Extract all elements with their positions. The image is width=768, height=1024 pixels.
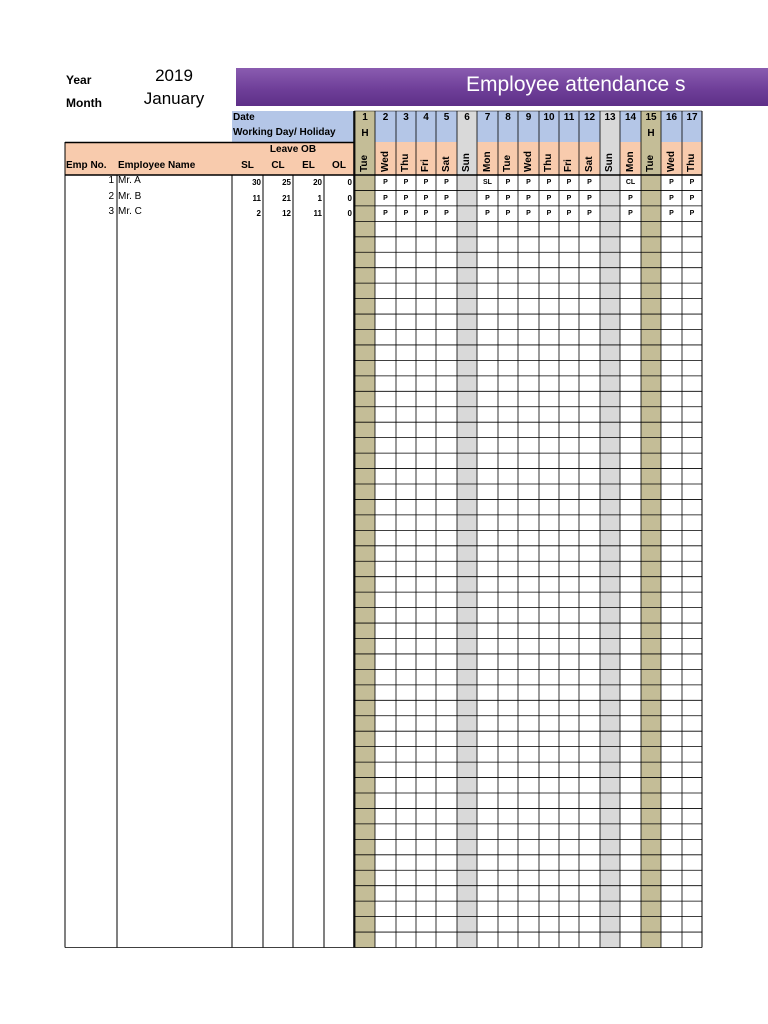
leave-col-cl: CL (271, 161, 285, 171)
attendance-mark[interactable]: P (628, 210, 633, 217)
date-number: 2 (382, 113, 389, 123)
attendance-mark[interactable]: P (444, 179, 449, 186)
attendance-mark[interactable]: P (423, 194, 429, 202)
attendance-mark[interactable]: P (403, 194, 409, 202)
date-number: 1 (362, 113, 368, 123)
attendance-mark[interactable]: P (669, 179, 674, 186)
weekday-label: Thu (543, 153, 554, 172)
attendance-mark[interactable]: P (423, 179, 429, 186)
year-label: Year (66, 73, 92, 87)
date-number: 7 (484, 113, 491, 123)
attendance-mark[interactable]: CL (625, 179, 636, 186)
leave-el-value[interactable]: 1 (317, 194, 322, 203)
employee-name-header: Employee Name (118, 161, 196, 171)
leave-el-value[interactable]: 11 (313, 210, 322, 218)
attendance-mark[interactable]: P (383, 194, 388, 202)
attendance-mark[interactable]: P (566, 194, 572, 202)
attendance-mark[interactable]: P (669, 210, 674, 217)
leave-col-ol: OL (332, 161, 346, 171)
attendance-mark[interactable]: SL (483, 179, 492, 186)
leave-cl-value[interactable]: 12 (282, 210, 291, 218)
attendance-mark[interactable]: P (566, 179, 572, 186)
weekday-label: Mon (481, 151, 493, 172)
attendance-mark[interactable]: P (403, 210, 409, 217)
attendance-mark[interactable]: P (526, 194, 531, 202)
attendance-mark[interactable]: P (403, 179, 409, 186)
banner-title: Employee attendance s (466, 73, 686, 96)
date-number: 5 (443, 113, 450, 123)
date-number: 17 (686, 113, 698, 123)
attendance-mark[interactable]: P (689, 179, 695, 186)
date-number: 6 (464, 113, 470, 123)
date-number: 16 (665, 113, 678, 123)
weekday-label: Sat (583, 156, 595, 172)
attendance-mark[interactable]: P (505, 194, 511, 202)
weekday-label: Wed (379, 151, 391, 172)
weekday-label: Sun (604, 153, 615, 172)
leave-col-el: EL (302, 161, 315, 171)
month-label: Month (66, 96, 102, 110)
weekday-label: Tue (645, 154, 656, 172)
weekday-label: Mon (624, 151, 636, 172)
emp-no-header: Emp No. (66, 161, 107, 171)
attendance-mark[interactable]: P (485, 210, 490, 217)
attendance-mark[interactable]: P (444, 210, 449, 217)
employee-name[interactable]: Mr. C (118, 207, 142, 217)
attendance-mark[interactable]: P (587, 210, 592, 217)
attendance-mark[interactable]: P (689, 194, 695, 202)
emp-no: 3 (108, 207, 114, 217)
attendance-mark[interactable]: P (526, 210, 531, 217)
emp-no: 2 (108, 191, 114, 202)
attendance-mark[interactable]: P (546, 179, 552, 186)
emp-no: 1 (108, 176, 114, 186)
weekday-label: Thu (400, 153, 411, 172)
weekday-label: Thu (686, 153, 697, 172)
date-number: 14 (624, 113, 637, 123)
weekday-label: Fri (563, 159, 574, 172)
working-day-holiday-label: Working Day/ Holiday (233, 127, 336, 138)
date-number: 3 (403, 113, 409, 123)
date-number: 13 (604, 113, 616, 123)
leave-col-sl: SL (241, 161, 254, 171)
date-number: 15 (645, 113, 657, 123)
leave-el-value[interactable]: 20 (313, 179, 322, 187)
weekday-label: Tue (359, 154, 370, 172)
attendance-mark[interactable]: P (566, 210, 572, 217)
employee-name[interactable]: Mr. A (118, 176, 141, 186)
leave-ol-value[interactable]: 0 (347, 179, 352, 187)
attendance-mark[interactable]: P (505, 210, 511, 217)
leave-cl-value[interactable]: 21 (282, 194, 291, 203)
weekday-label: Sat (440, 156, 452, 172)
attendance-mark[interactable]: P (485, 194, 490, 202)
weekday-label: Fri (420, 159, 431, 172)
weekday-label: Sun (461, 153, 472, 172)
leave-sl-value[interactable]: 2 (256, 210, 261, 218)
weekday-label: Tue (502, 154, 513, 172)
month-value[interactable]: January (143, 89, 205, 108)
attendance-mark[interactable]: P (587, 194, 592, 202)
date-number: 10 (543, 113, 555, 123)
holiday-mark: H (647, 129, 655, 139)
leave-sl-value[interactable]: 30 (252, 179, 261, 187)
date-number: 9 (525, 113, 532, 123)
date-number: 4 (423, 113, 429, 123)
holiday-mark: H (361, 129, 369, 139)
attendance-mark[interactable]: P (423, 210, 429, 217)
employee-name[interactable]: Mr. B (118, 191, 142, 202)
leave-ol-value[interactable]: 0 (347, 194, 352, 203)
date-number: 8 (505, 113, 511, 123)
attendance-mark[interactable]: P (689, 210, 695, 217)
leave-ob-label: Leave OB (269, 145, 317, 155)
attendance-mark[interactable]: P (383, 179, 388, 186)
attendance-mark[interactable]: P (587, 179, 592, 186)
attendance-mark[interactable]: P (444, 194, 449, 202)
leave-cl-value[interactable]: 25 (282, 179, 291, 187)
attendance-mark[interactable]: P (669, 194, 674, 202)
attendance-mark[interactable]: P (628, 194, 633, 202)
year-value[interactable]: 2019 (155, 66, 193, 85)
attendance-mark[interactable]: P (546, 210, 552, 217)
weekday-label: Wed (522, 151, 534, 172)
attendance-mark[interactable]: P (505, 179, 511, 186)
attendance-mark[interactable]: P (526, 179, 531, 186)
weekday-label: Wed (665, 151, 677, 172)
date-number: 11 (563, 113, 575, 123)
attendance-mark[interactable]: P (383, 210, 388, 217)
leave-ol-value[interactable]: 0 (347, 210, 352, 218)
attendance-mark[interactable]: P (546, 194, 552, 202)
date-number: 12 (583, 113, 596, 123)
date-label: Date (233, 112, 255, 123)
leave-sl-value[interactable]: 11 (252, 194, 261, 203)
